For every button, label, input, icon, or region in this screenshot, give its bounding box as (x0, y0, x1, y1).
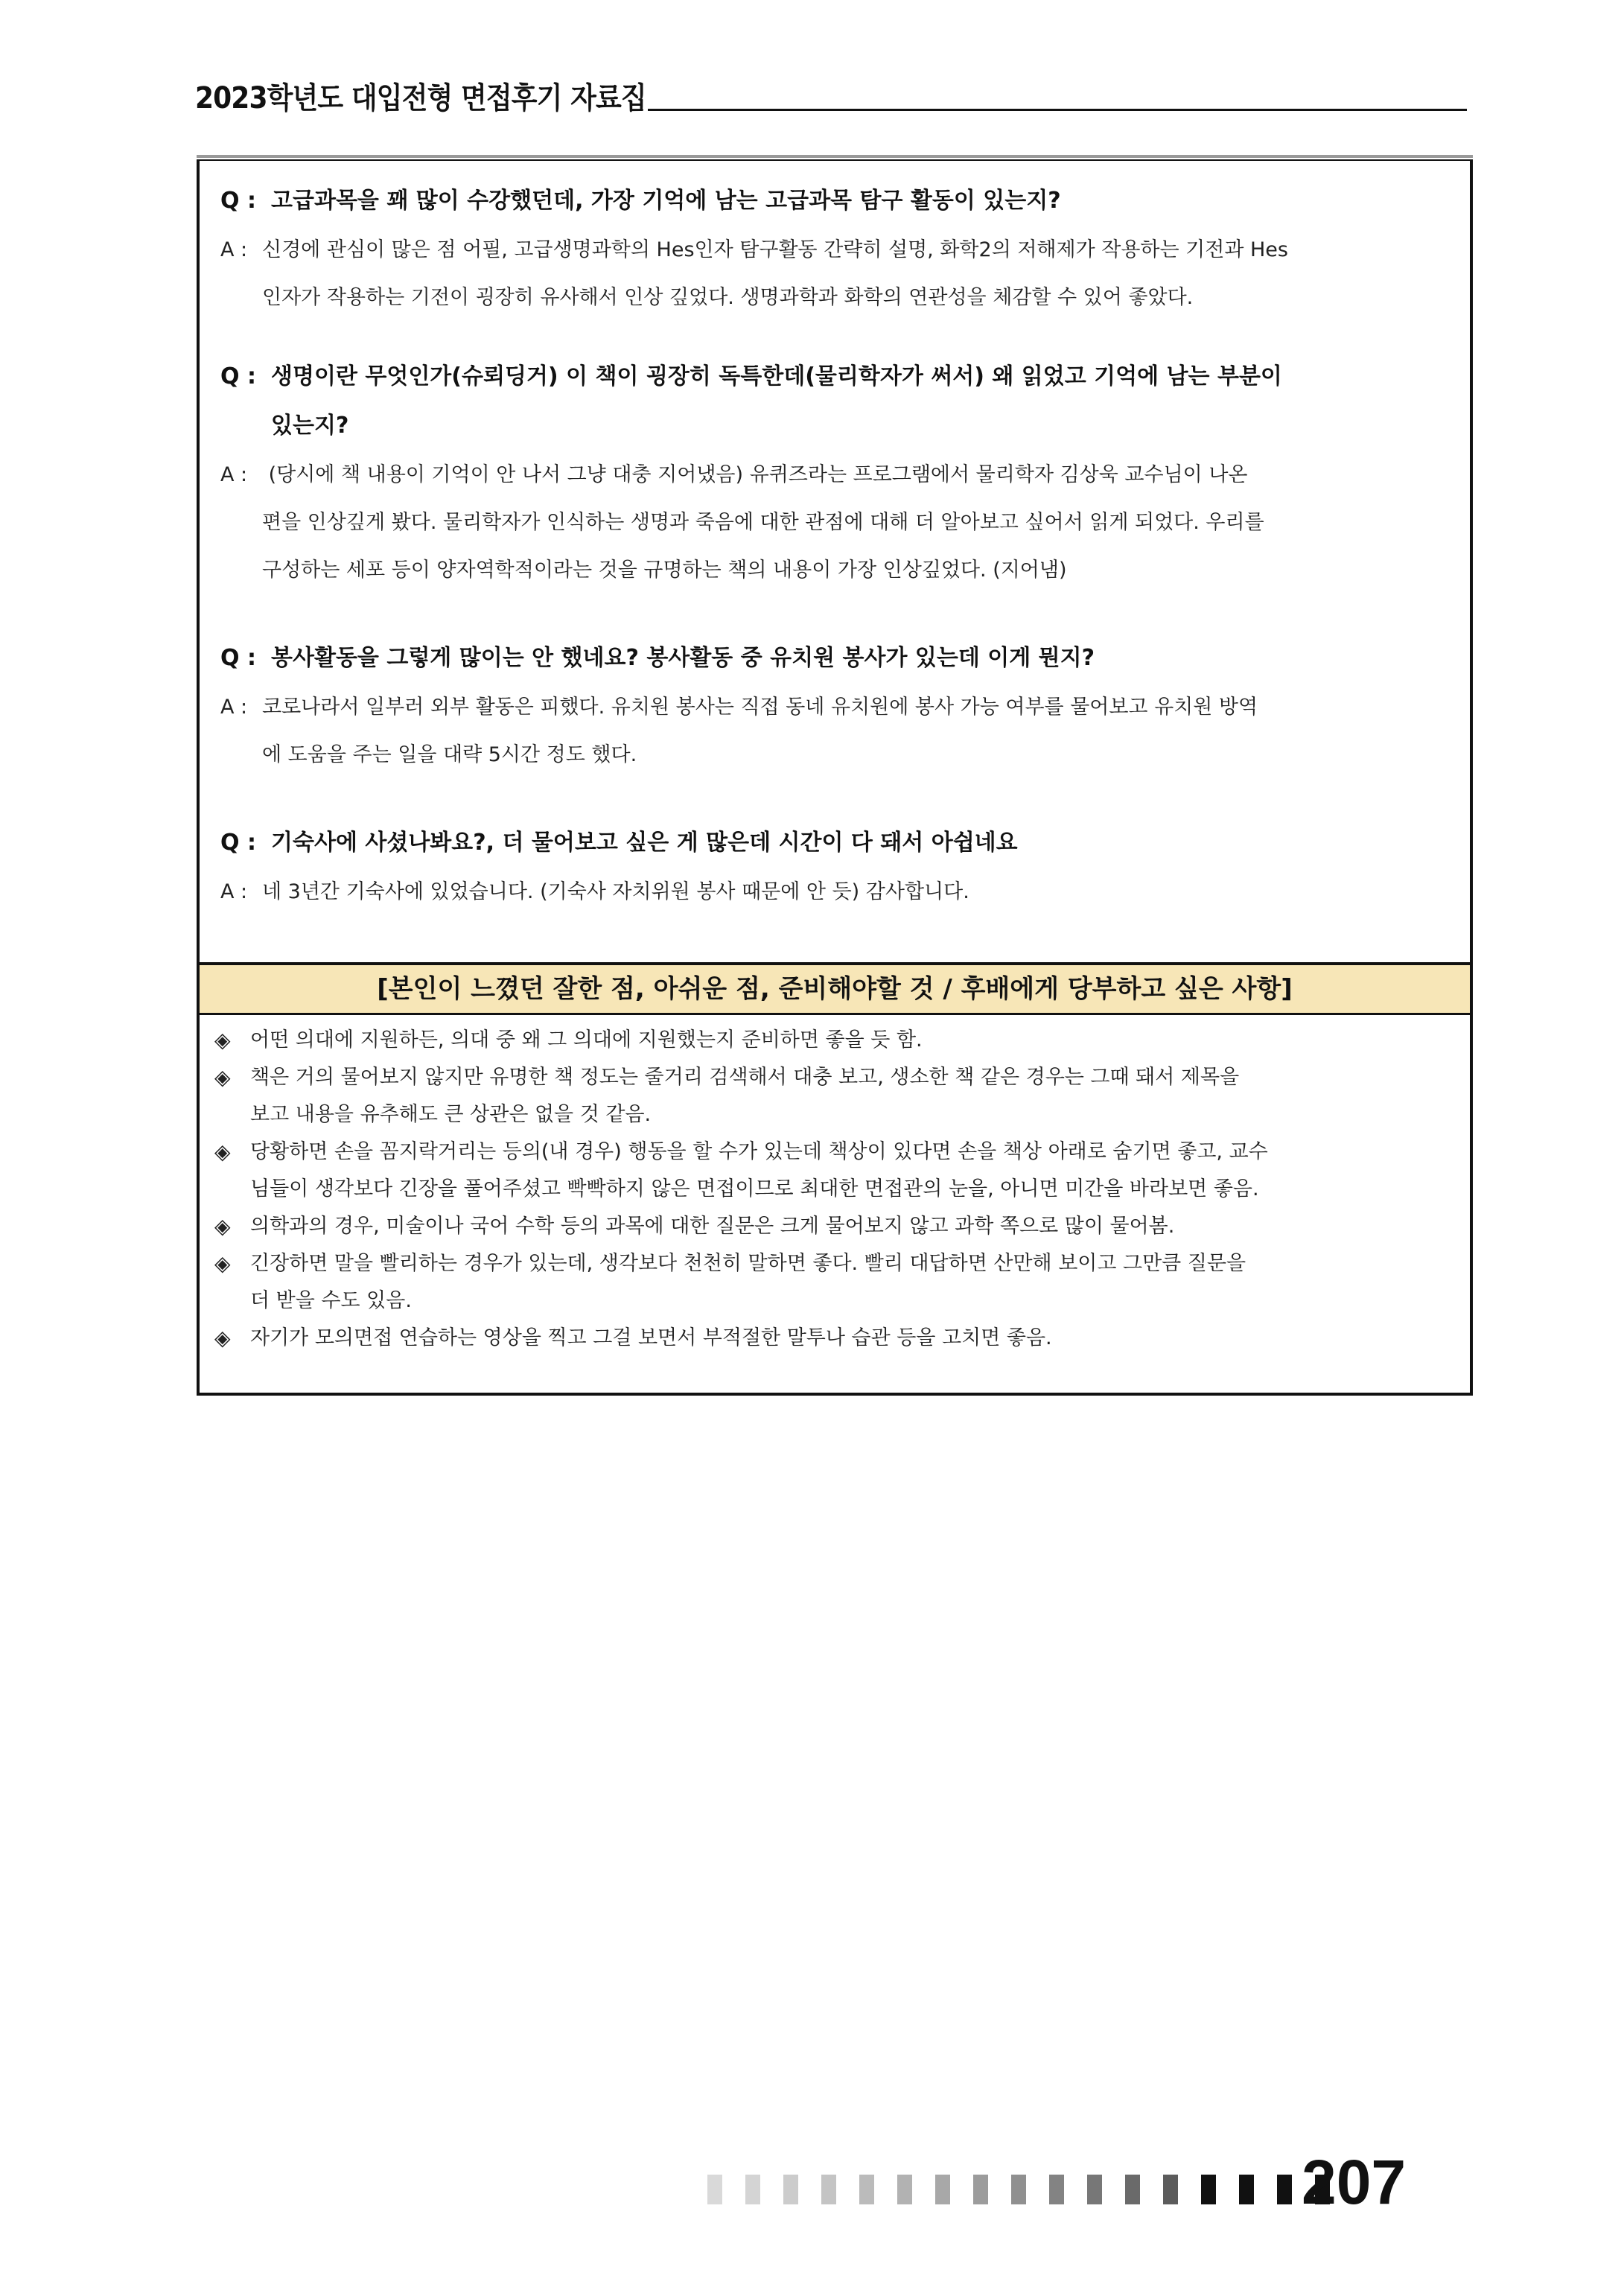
diamond-bullet-icon: ◈ (214, 1251, 231, 1276)
answer (220, 868, 1456, 916)
question-text: 있는지? (271, 413, 349, 439)
question (220, 818, 1456, 868)
answer-label: A : (220, 880, 248, 903)
page-number: 207 (1302, 2147, 1407, 2217)
answer-label: A : (220, 238, 248, 261)
question-label: Q : (220, 645, 256, 671)
answer-text: 코로나라서 일부러 외부 활동은 피했다. 유치원 봉사는 직접 동네 유치원에 봉사 가능 여부를 물어보고 유치원 방역 (262, 696, 1258, 719)
tip-text: 어떤 의대에 지원하든, 의대 중 왜 그 의대에 지원했는지 준비하면 좋을 듯 함. (250, 1028, 923, 1052)
question-label: Q : (220, 188, 256, 214)
footer-bar (1277, 2175, 1292, 2204)
list-item (214, 1022, 1458, 1059)
footer-bar (1163, 2175, 1178, 2204)
diamond-bullet-icon: ◈ (214, 1065, 231, 1090)
diamond-bullet-icon: ◈ (214, 1214, 231, 1238)
header-title: 2023학년도 대입전형 면접후기 자료집 (195, 81, 646, 115)
tip-text: 긴장하면 말을 빨리하는 경우가 있는데, 생각보다 천천히 말하면 좋다. 빨리 대답하면 산만해 보이고 그만큼 질문을 (250, 1252, 1246, 1275)
answer (220, 451, 1456, 594)
footer-bar (1201, 2175, 1216, 2204)
tip-text: 보고 내용을 유추해도 큰 상관은 없을 것 같음. (250, 1103, 652, 1126)
tip-text: 의학과의 경우, 미술이나 국어 수학 등의 과목에 대한 질문은 크게 물어보지 않고 과학 쪽으로 많이 물어봄. (250, 1215, 1175, 1238)
box-top-divider (197, 155, 1473, 158)
tip-text: 당황하면 손을 꼼지락거리는 등의(내 경우) 행동을 할 수가 있는데 책상이 있다면 손을 책상 아래로 숨기면 좋고, 교수 (250, 1140, 1268, 1163)
question-text: 기숙사에 사셨나봐요?, 더 물어보고 싶은 게 많은데 시간이 다 돼서 아쉽네요 (271, 830, 1018, 856)
answer-label: A : (220, 696, 248, 719)
question-label: Q : (220, 363, 256, 389)
answer-text: 인자가 작용하는 기전이 굉장히 유사해서 인상 깊었다. 생명과학과 화학의 연관성을 체감할 수 있어 좋았다. (262, 286, 1194, 309)
qa-item (220, 633, 1456, 779)
answer-text: 에 도움을 주는 일을 대략 5시간 정도 했다. (262, 743, 637, 766)
question-text: 봉사활동을 그렇게 많이는 안 했네요? 봉사활동 중 유치원 봉사가 있는데 이게 뭔지? (271, 645, 1095, 671)
qa-item (220, 352, 1456, 594)
header-rule (648, 109, 1467, 111)
answer-text: (당시에 책 내용이 기억이 안 나서 그냥 대충 지어냈음) 유퀴즈라는 프로그램에서 물리학자 김상욱 교수님이 나온 (262, 463, 1248, 486)
tip-text: 책은 거의 물어보지 않지만 유명한 책 정도는 줄거리 검색해서 대충 보고, 생소한 책 같은 경우는 그때 돼서 제목을 (250, 1066, 1240, 1089)
footer-bar (1087, 2175, 1102, 2204)
question (220, 176, 1456, 226)
qa-item (220, 176, 1456, 322)
diamond-bullet-icon: ◈ (214, 1326, 231, 1350)
question (220, 633, 1456, 684)
answer-text: 신경에 관심이 많은 점 어필, 고급생명과학의 Hes인자 탐구활동 간략히 설명, 화학2의 저해제가 작용하는 기전과 Hes (262, 238, 1288, 261)
tip-text: 자기가 모의면접 연습하는 영상을 찍고 그걸 보면서 부적절한 말투나 습관 등을 고치면 좋음. (250, 1326, 1052, 1349)
answer-text: 구성하는 세포 등이 양자역학적이라는 것을 규명하는 책의 내용이 가장 인상깊었다. (지어냄) (262, 559, 1067, 582)
answer-text: 편을 인상깊게 봤다. 물리학자가 인식하는 생명과 죽음에 대한 관점에 대해 더 알아보고 싶어서 읽게 되었다. 우리를 (262, 511, 1264, 534)
list-item (214, 1059, 1458, 1133)
answer-label: A : (220, 463, 248, 486)
footer-bar (859, 2175, 874, 2204)
list-item (214, 1133, 1458, 1208)
qa-item (220, 818, 1456, 916)
answer-text: 네 3년간 기숙사에 있었습니다. (기숙사 자치위원 봉사 때문에 안 듯) 감사합니다. (262, 880, 969, 903)
tip-text: 님들이 생각보다 긴장을 풀어주셨고 빡빡하지 않은 면접이므로 최대한 면접관의 눈을, 아니면 미간을 바라보면 좋음. (250, 1177, 1259, 1201)
diamond-bullet-icon: ◈ (214, 1139, 231, 1164)
question-text: 생명이란 무엇인가(슈뢰딩거) 이 책이 굉장히 독특한데(물리학자가 써서) 왜 읽었고 기억에 남는 부분이 (271, 363, 1282, 389)
question-text: 고급과목을 꽤 많이 수강했던데, 가장 기억에 남는 고급과목 탐구 활동이 있는지? (271, 188, 1061, 214)
footer-bar (783, 2175, 798, 2204)
footer-bar (1049, 2175, 1064, 2204)
question (220, 352, 1456, 451)
footer-bar (935, 2175, 950, 2204)
advice-section-heading: [본인이 느꼈던 잘한 점, 아쉬운 점, 준비해야할 것 / 후배에게 당부하고 싶은 사항] (200, 962, 1470, 1015)
answer (220, 226, 1456, 322)
diamond-bullet-icon: ◈ (214, 1028, 231, 1052)
list-item (214, 1320, 1458, 1357)
footer-bar (1239, 2175, 1254, 2204)
footer-bar (973, 2175, 988, 2204)
answer (220, 684, 1456, 779)
question-label: Q : (220, 830, 256, 856)
footer-bar (897, 2175, 912, 2204)
interview-qa-box (197, 159, 1473, 1396)
footer-bar (745, 2175, 760, 2204)
footer-bar (1011, 2175, 1026, 2204)
tip-text: 더 받을 수도 있음. (250, 1289, 412, 1312)
footer-bar (707, 2175, 722, 2204)
footer-bar (1125, 2175, 1140, 2204)
advice-list (214, 1022, 1458, 1357)
footer-bar (821, 2175, 836, 2204)
list-item (214, 1208, 1458, 1245)
list-item (214, 1245, 1458, 1320)
